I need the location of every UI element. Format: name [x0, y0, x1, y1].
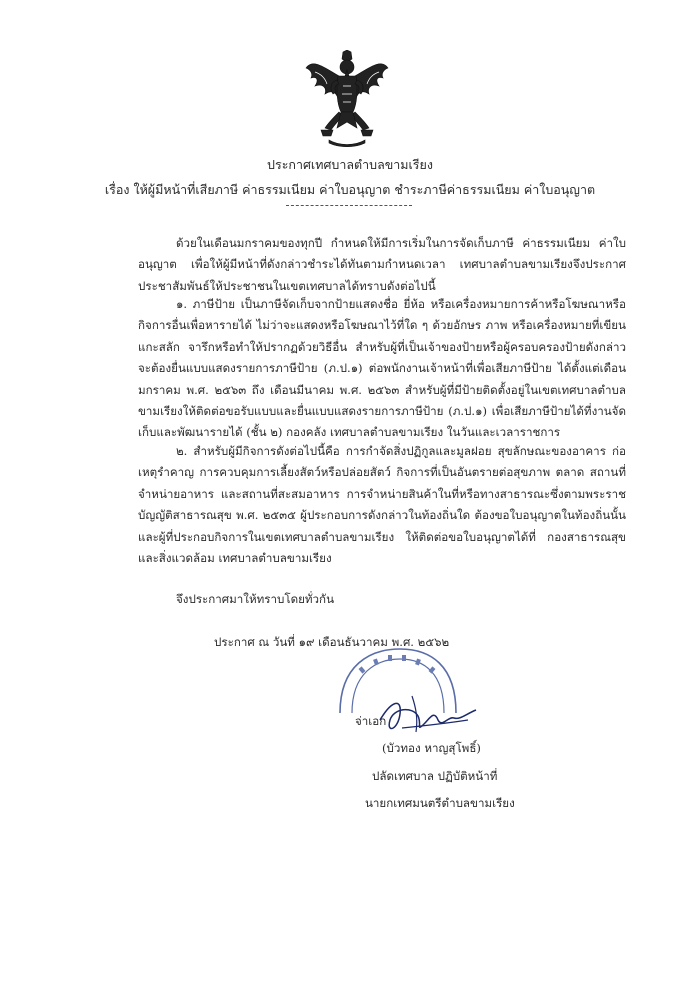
signer-acting-position: นายกเทศมนตรีตำบลขามเรียง — [365, 796, 515, 810]
announcement-subject: เรื่อง ให้ผู้มีหน้าที่เสียภาษี ค่าธรรมเนียม ค่าใบอนุญาต ชำระภาษีค่าธรรมเนียม ค่าใบอนุญาต — [104, 182, 596, 197]
garuda-emblem-icon — [303, 50, 391, 148]
signer-position: ปลัดเทศบาล ปฏิบัติหน้าที่ — [372, 769, 498, 783]
date-line: ประกาศ ณ วันที่ ๑๙ เดือนธันวาคม พ.ศ. ๒๕๖๒ — [214, 635, 450, 649]
item-1-paragraph: ๑. ภาษีป้าย เป็นภาษีจัดเก็บจากป้ายแสดงชื่อ ยี่ห้อ หรือเครื่องหมายการค้าหรือโฆษณาหรือกิจการอื่นเพื่อหารายได้ ไม่ว่าจะแสดงหรือโฆษณาไว้ที่ใด ๆ ด้วยอักษร ภาพ หรือเครื่องหมายที่เขียน แกะสลัก จารึกหรือทำให้ปรากฏด้วยวิธีอื่น สำหรับผู้ที่เป็นเจ้าของป้ายหรือผู้ครอบครองป้ายดังกล่าวจะต้องยื่นแบบแสดงรายการภาษีป้าย (ภ.ป.๑) ต่อพนักงานเจ้าหน้าที่เพื่อเสียภาษีป้าย ได้ตั้งแต่เดือนมกราคม พ.ศ. ๒๕๖๓ ถึง เดือนมีนาคม พ.ศ. ๒๕๖๓ สำหรับผู้ที่มีป้ายติดตั้งอยู่ในเขตเทศบาลตำบลขามเรียงให้ติดต่อขอรับแบบและยื่นแบบแสดงรายการภาษีป้าย (ภ.ป.๑) เพื่อเสียภาษีป้ายได้ที่งานจัดเก็บและพัฒนารายได้ (ชั้น ๒) กองคลัง เทศบาลตำบลขามเรียง ในวันและเวลาราชการ — [138, 297, 626, 440]
signer-name: (บัวทอง หาญสุโพธิ์) — [382, 741, 481, 755]
item-2-paragraph: ๒. สำหรับผู้มีกิจการดังต่อไปนี้คือ การกำจัดสิ่งปฏิกูลและมูลฝอย สุขลักษณะของอาคาร ก่อเหตุรำคาญ การควบคุมการเลี้ยงสัตว์หรือปล่อยสัตว์ กิจการที่เป็นอันตรายต่อสุขภาพ ตลาด สถานที่จำหน่ายอาหาร และสถานที่สะสมอาหาร การจำหน่ายสินค้าในที่หรือทางสาธารณะซึ่งตามพระราชบัญญัติสาธารณสุข พ.ศ. ๒๕๓๕ ผู้ประกอบการดังกล่าวในท้องถิ่นใด ต้องขอใบอนุญาตในท้องถิ่นนั้นและผู้ที่ประกอบกิจการในเขตเทศบาลตำบลขามเรียง ให้ติดต่อขอใบอนุญาตได้ที่ กองสาธารณสุขและสิ่งแวดล้อม เทศบาลตำบลขามเรียง — [138, 444, 626, 566]
closing-line: จึงประกาศมาให้ทราบโดยทั่วกัน — [176, 592, 334, 606]
intro-paragraph: ด้วยในเดือนมกราคมของทุกปี กำหนดให้มีการเริ่มในการจัดเก็บภาษี ค่าธรรมเนียม ค่าใบอนุญาต เพื่อให้ผู้มีหน้าที่ดังกล่าวชำระได้ทันตามกำหนดเวลา เทศบาลตำบลขามเรียงจึงประกาศประชาสัมพันธ์ให้ประชาชนในเขตเทศบาลได้ทราบดังต่อไปนี้ — [138, 236, 626, 293]
title-divider — [286, 205, 412, 206]
announcement-title: ประกาศเทศบาลตำบลขามเรียง — [267, 157, 433, 172]
signer-rank: จ่าเอก — [355, 714, 387, 728]
handwritten-signature-icon — [372, 690, 482, 740]
